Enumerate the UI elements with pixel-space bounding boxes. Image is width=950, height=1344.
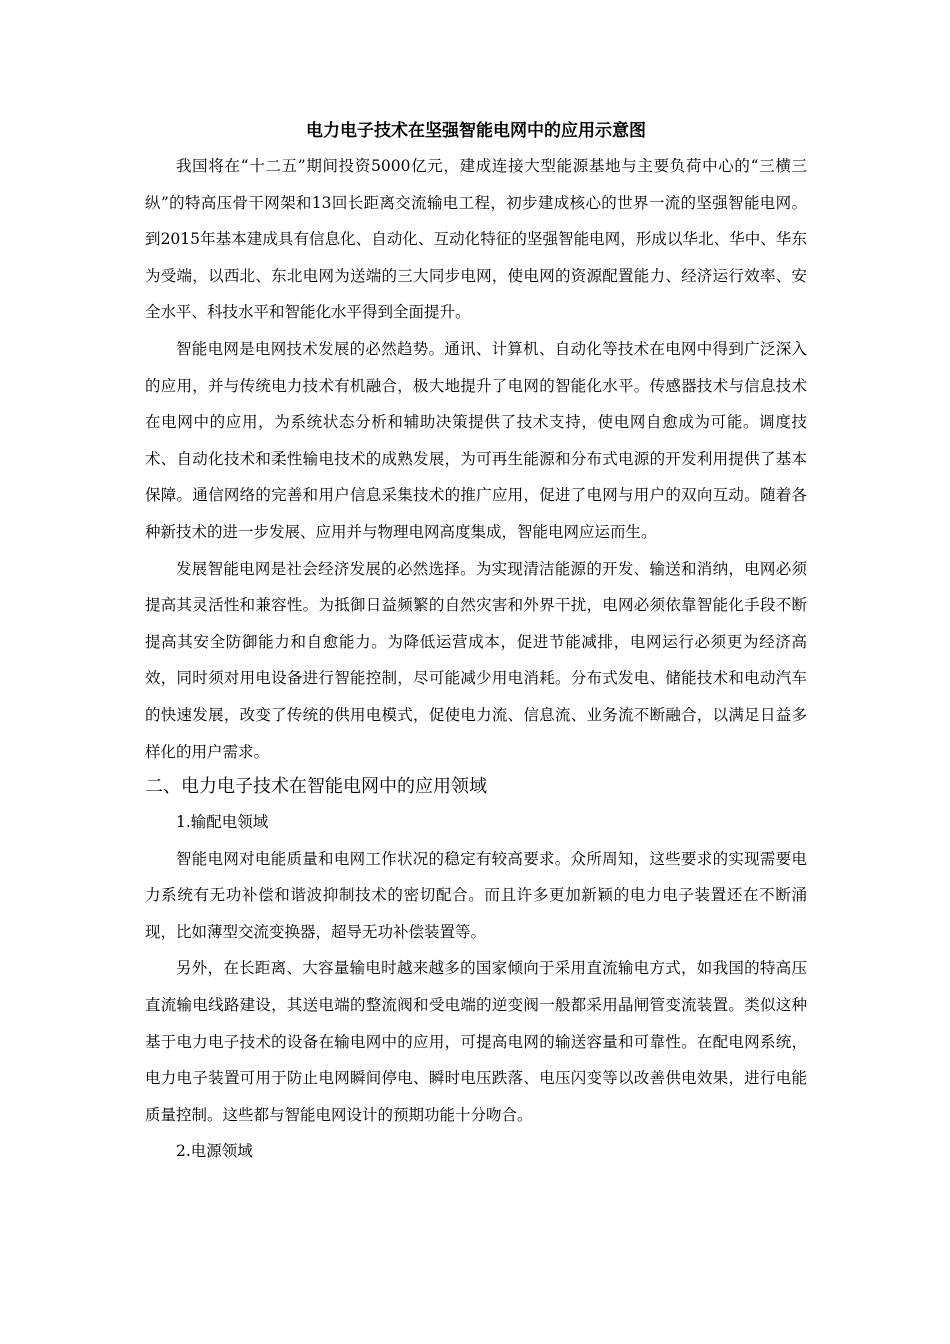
- paragraph-smart-grid-choice: 发展智能电网是社会经济发展的必然选择。为实现清洁能源的开发、输送和消纳，电网必须提高其灵活性和兼容性。为抵御日益频繁的自然灾害和外界干扰，电网必须依靠智能化手段不断提高其安全防御能力和自愈能力。为降低运营成本，促进节能减排，电网运行必须更为经济高效，同时须对用电设备进行智能控制，尽可能减少用电消耗。分布式发电、储能技术和电动汽车的快速发展，改变了传统的供用电模式，促使电力流、信息流、业务流不断融合，以满足日益多样化的用户需求。: [145, 559, 807, 761]
- paragraph-investment-plan: 我国将在“十二五”期间投资5000亿元，建成连接大型能源基地与主要负荷中心的“三横三纵”的特高压骨干网架和13回长距离交流输电工程，初步建成核心的世界一流的坚强智能电网。到2015年基本建成具有信息化、自动化、互动化特征的坚强智能电网，形成以华北、华中、华东为受端，以西北、东北电网为送端的三大同步电网，使电网的资源配置能力、经济运行效率、安全水平、科技水平和智能化水平得到全面提升。: [145, 157, 807, 322]
- sub-heading-transmission: 1.输配电领域: [176, 813, 269, 832]
- paragraph-smart-grid-trend: 智能电网是电网技术发展的必然趋势。通讯、计算机、自动化等技术在电网中得到广泛深入的应用，并与传统电力技术有机融合，极大地提升了电网的智能化水平。传感器技术与信息技术在电网中的应用，为系统状态分析和辅助决策提供了技术支持，使电网自愈成为可能。调度技术、自动化技术和柔性输电技术的成熟发展，为可再生能源和分布式电源的开发利用提供了基本保障。通信网络的完善和用户信息采集技术的推广应用，促进了电网与用户的双向互动。随着各种新技术的进一步发展、应用并与物理电网高度集成，智能电网应运而生。: [145, 339, 807, 541]
- paragraph-power-quality: 智能电网对电能质量和电网工作状况的稳定有较高要求。众所周知，这些要求的实现需要电力系统有无功补偿和谐波抑制技术的密切配合。而且许多更加新颖的电力电子装置还在不断涌现，比如薄型交流变换器，超导无功补偿装置等。: [145, 849, 807, 941]
- section-heading-application-fields: 二、电力电子技术在智能电网中的应用领域: [145, 776, 487, 798]
- document-page: [145, 118, 807, 1170]
- paragraph-dc-transmission: 另外，在长距离、大容量输电时越来越多的国家倾向于采用直流输电方式，如我国的特高压直流输电线路建设，其送电端的整流阀和受电端的逆变阀一般都采用晶闸管变流装置。类似这种基于电力电子技术的设备在输电网中的应用，可提高电网的输送容量和可靠性。在配电网系统，电力电子装置可用于防止电网瞬间停电、瞬时电压跌落、电压闪变等以改善供电效果，进行电能质量控制。这些都与智能电网设计的预期功能十分吻合。: [145, 959, 807, 1124]
- sub-heading-power-source: 2.电源领域: [176, 1142, 253, 1161]
- document-title: 电力电子技术在坚强智能电网中的应用示意图: [306, 121, 646, 141]
